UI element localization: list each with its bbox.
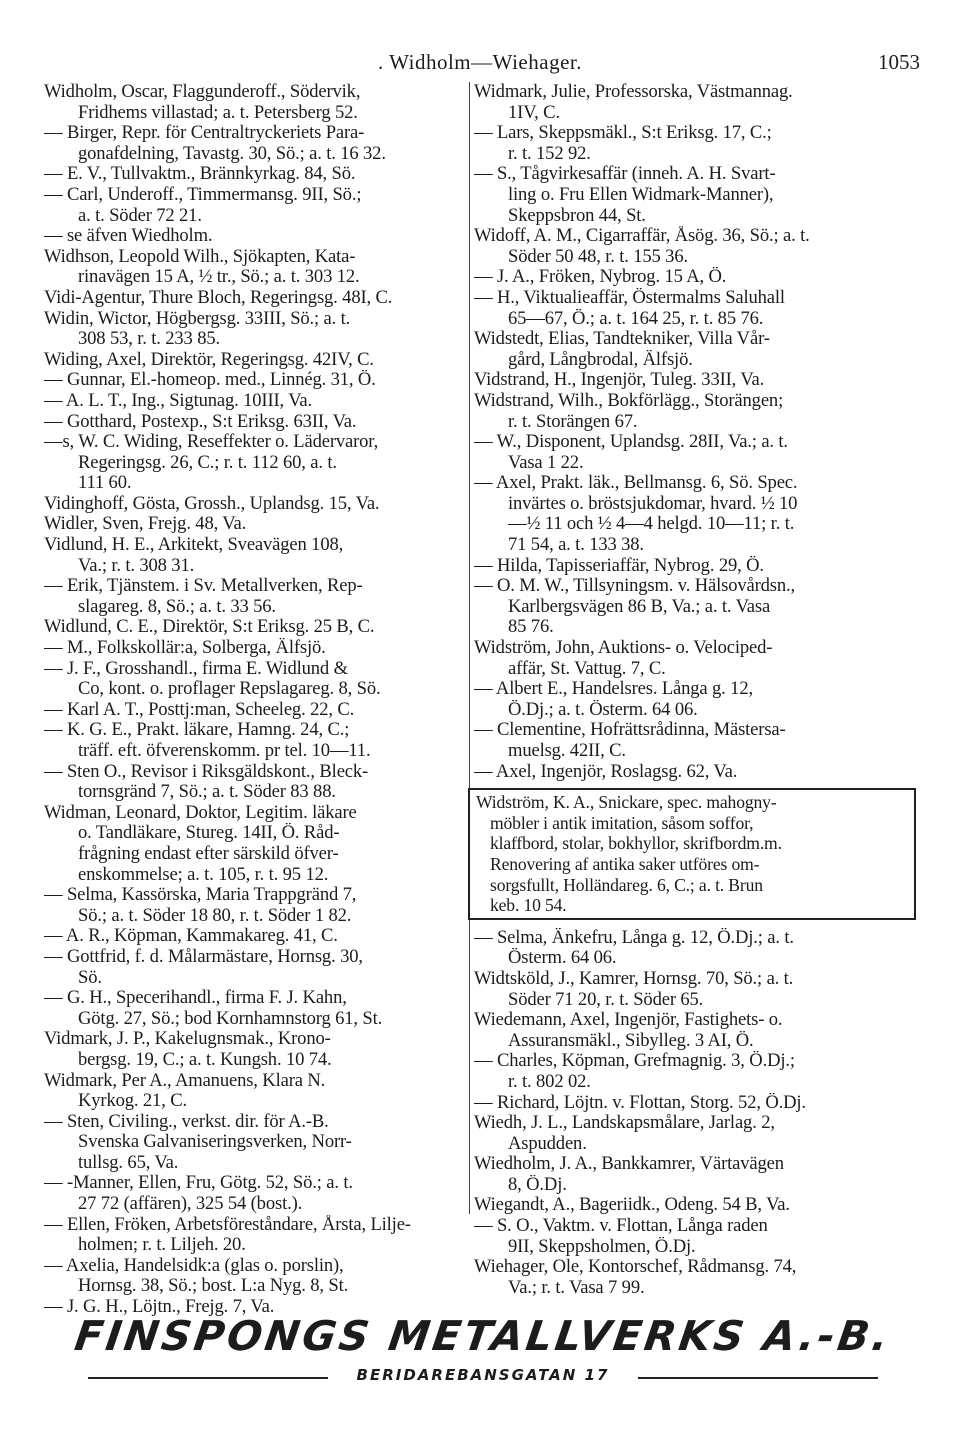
directory-entry-line: — A. L. T., Ing., Sigtunag. 10III, Va. xyxy=(44,390,313,411)
entry-continuation-line: Österm. 64 06. xyxy=(508,948,617,969)
directory-entry-line: — Selma, Kassörska, Maria Trappgränd 7, xyxy=(44,885,357,906)
directory-entry-line: Widstedt, Elias, Tandtekniker, Villa Vår- xyxy=(474,329,770,350)
directory-entry-line: — H., Viktualieaffär, Östermalms Saluhall xyxy=(474,287,785,308)
directory-entry-line: — Charles, Köpman, Grefmagnig. 3, Ö.Dj.; xyxy=(474,1051,795,1072)
entry-continuation-line: enskommelse; a. t. 105, r. t. 95 12. xyxy=(78,864,329,885)
entry-continuation-line: 27 72 (affären), 325 54 (bost.). xyxy=(78,1194,303,1215)
entry-continuation-line: o. Tandläkare, Stureg. 14II, Ö. Råd- xyxy=(78,823,340,844)
directory-entry-line: Vidmark, J. P., Kakelugnsmak., Krono- xyxy=(44,1029,331,1050)
directory-entry-line: — Gunnar, El.-homeop. med., Linnég. 31, Ö. xyxy=(44,370,376,391)
entry-continuation-line: Götg. 27, Sö.; bod Kornhamnstorg 61, St. xyxy=(78,1008,383,1029)
entry-continuation-line: tullsg. 65, Va. xyxy=(78,1152,179,1173)
directory-entry-line: — Gotthard, Postexp., S:t Eriksg. 63II, Va. xyxy=(44,411,357,432)
entry-continuation-line: 9II, Skeppsholmen, Ö.Dj. xyxy=(508,1236,696,1257)
directory-entry-line: Widström, John, Auktions- o. Velociped- xyxy=(474,638,773,659)
directory-entry-line: Vidinghoff, Gösta, Grossh., Uplandsg. 15, Va. xyxy=(44,493,380,514)
directory-entry-line: Vidi-Agentur, Thure Bloch, Regeringsg. 48I, C. xyxy=(44,287,393,308)
entry-continuation-line: Va.; r. t. Vasa 7 99. xyxy=(508,1277,645,1298)
entry-continuation-line: 8, Ö.Dj. xyxy=(508,1174,567,1195)
entry-continuation-line: Kyrkog. 21, C. xyxy=(78,1091,187,1112)
directory-entry-line: — O. M. W., Tillsyningsm. v. Hälsovårdsn., xyxy=(474,576,796,597)
directory-entry-line: — Hilda, Tapisseriaffär, Nybrog. 29, Ö. xyxy=(474,555,764,576)
entry-continuation-line: Hornsg. 38, Sö.; bost. L:a Nyg. 8, St. xyxy=(78,1276,349,1297)
entry-continuation-line: Co, kont. o. proflager Repslagareg. 8, Sö. xyxy=(78,679,381,700)
entry-continuation-line: träff. eft. öfverenskomm. pr tel. 10—11. xyxy=(78,741,371,761)
entry-continuation-line: Vasa 1 22. xyxy=(508,452,584,473)
directory-entry-line: — K. G. E., Prakt. läkare, Hamng. 24, C.; xyxy=(44,720,350,741)
directory-entry-line: — Gottfrid, f. d. Målarmästare, Hornsg. 30, xyxy=(44,946,363,967)
directory-entry-line: Widing, Axel, Direktör, Regeringsg. 42IV, C. xyxy=(44,349,374,370)
directory-entry-line: Wiegandt, A., Bageriidk., Odeng. 54 B, Va. xyxy=(474,1195,790,1216)
directory-entry-line: —s, W. C. Widing, Reseffekter o. Lädervaror, xyxy=(44,432,379,453)
advertisement-address: BERIDAREBANSGATAN 17 xyxy=(356,1366,610,1384)
advertisement-title: FINSPONGS METALLVERKS A.-B. xyxy=(71,1312,895,1360)
directory-entry-line: Wiedholm, J. A., Bankkamrer, Värtavägen xyxy=(474,1154,784,1175)
footer-advertisement xyxy=(58,1312,908,1392)
entry-continuation-line: 1IV, C. xyxy=(508,102,560,123)
entry-continuation-line: tornsgränd 7, Sö.; a. t. Söder 83 88. xyxy=(78,782,336,803)
directory-entry-line: — -Manner, Ellen, Fru, Götg. 52, Sö.; a. t. xyxy=(44,1173,353,1194)
directory-entry-line: — J. G. H., Löjtn., Frejg. 7, Va. xyxy=(44,1297,275,1318)
directory-entry-line: Wiedh, J. L., Landskapsmålare, Jarlag. 2, xyxy=(474,1113,775,1134)
directory-entry-line: — G. H., Specerihandl., firma F. J. Kahn, xyxy=(44,988,347,1009)
entry-continuation-line: holmen; r. t. Liljeh. 20. xyxy=(78,1235,246,1256)
directory-entry-line: — S. O., Vaktm. v. Flottan, Långa raden xyxy=(474,1216,768,1237)
directory-entry-line: — J. F., Grosshandl., firma E. Widlund & xyxy=(44,658,348,679)
directory-entry-line: — Clementine, Hofrättsrådinna, Mästersa- xyxy=(474,720,786,741)
directory-entry-line: Widhson, Leopold Wilh., Sjökapten, Kata- xyxy=(44,246,356,267)
entry-continuation-line: Söder 71 20, r. t. Söder 65. xyxy=(508,989,704,1010)
decorative-rule-right xyxy=(638,1377,878,1379)
directory-entry-line: Widlund, C. E., Direktör, S:t Eriksg. 25 B, C. xyxy=(44,617,375,638)
entry-continuation-line: a. t. Söder 72 21. xyxy=(78,205,202,226)
directory-entry-line: Widström, K. A., Snickare, spec. mahogny- xyxy=(476,792,777,813)
directory-entry-line: Widman, Leonard, Doktor, Legitim. läkare xyxy=(44,802,357,823)
entry-continuation-line: Svenska Galvaniseringsverken, Norr- xyxy=(78,1132,352,1153)
entry-continuation-line: gård, Långbrodal, Älfsjö. xyxy=(508,349,693,370)
entry-continuation-line: Skeppsbron 44, St. xyxy=(508,205,646,226)
column-divider xyxy=(469,82,470,1214)
directory-entry-line: Widstrand, Wilh., Bokförlägg., Storängen; xyxy=(474,390,784,411)
page-header xyxy=(40,50,920,80)
entry-continuation-line: r. t. 802 02. xyxy=(508,1071,591,1092)
entry-continuation-line: Sö.; a. t. Söder 18 80, r. t. Söder 1 82. xyxy=(78,905,352,926)
directory-entry-line: Widler, Sven, Frejg. 48, Va. xyxy=(44,514,247,535)
directory-entry-line: — Karl A. T., Posttj:man, Scheeleg. 22, C. xyxy=(44,699,355,720)
entry-continuation-line: slagareg. 8, Sö.; a. t. 33 56. xyxy=(78,596,276,617)
entry-continuation-line: frågning endast efter särskild öfver- xyxy=(78,843,339,864)
page-number: 1053 xyxy=(878,50,920,74)
entry-continuation-line: gonafdelning, Tavastg. 30, Sö.; a. t. 16 32. xyxy=(78,143,386,164)
entry-continuation-line: rinavägen 15 A, ½ tr., Sö.; a. t. 303 12. xyxy=(78,267,360,288)
entry-continuation-line: Assuransmäkl., Sibylleg. 3 AI, Ö. xyxy=(508,1030,754,1051)
entry-continuation-line: Regeringsg. 26, C.; r. t. 112 60, a. t. xyxy=(78,452,337,473)
directory-entry-line: — Selma, Änkefru, Långa g. 12, Ö.Dj.; a. t. xyxy=(474,927,794,948)
right-column-entries-bottom xyxy=(474,928,916,1299)
boxed-advertisement-entry xyxy=(468,788,916,920)
entry-continuation-line: klaffbord, stolar, bokhyllor, skrifbordm.m. xyxy=(490,833,782,854)
directory-entry-line: — Axel, Ingenjör, Roslagsg. 62, Va. xyxy=(474,761,738,782)
directory-entry-line: Vidstrand, H., Ingenjör, Tuleg. 33II, Va. xyxy=(474,370,765,391)
directory-entry-line: — E. V., Tullvaktm., Brännkyrkag. 84, Sö. xyxy=(44,164,356,185)
directory-entry-line: Widtsköld, J., Kamrer, Hornsg. 70, Sö.; a. t. xyxy=(474,968,794,989)
entry-continuation-line: 111 60. xyxy=(78,473,132,494)
entry-continuation-line: muelsg. 42II, C. xyxy=(508,741,626,761)
directory-entry-line: — Erik, Tjänstem. i Sv. Metallverken, Rep- xyxy=(44,576,363,597)
entry-continuation-line: r. t. Storängen 67. xyxy=(508,411,638,432)
entry-continuation-line: 308 53, r. t. 233 85. xyxy=(78,329,220,350)
left-column xyxy=(44,82,466,1318)
entry-continuation-line: r. t. 152 92. xyxy=(508,143,591,164)
right-column-entries-top xyxy=(474,82,916,782)
directory-entry-line: — Sten, Civiling., verkst. dir. för A.-B. xyxy=(44,1111,329,1132)
directory-entry-line: — se äfven Wiedholm. xyxy=(44,226,213,247)
entry-continuation-line: Karlbergsvägen 86 B, Va.; a. t. Vasa xyxy=(508,596,771,617)
entry-continuation-line: invärtes o. bröstsjukdomar, hvard. ½ 10 xyxy=(508,493,798,514)
directory-entry-line: — Carl, Underoff., Timmermansg. 9II, Sö.; xyxy=(44,184,362,205)
directory-entry-line: — Sten O., Revisor i Riksgäldskont., Bleck- xyxy=(44,761,369,782)
entry-continuation-line: 65—67, Ö.; a. t. 164 25, r. t. 85 76. xyxy=(508,308,764,329)
entry-continuation-line: keb. 10 54. xyxy=(490,895,567,916)
advertisement-address-row xyxy=(58,1366,908,1392)
directory-entry-line: Wiedemann, Axel, Ingenjör, Fastighets- o. xyxy=(474,1010,783,1031)
entry-continuation-line: Va.; r. t. 308 31. xyxy=(78,555,195,576)
directory-entry-line: — S., Tågvirkesaffär (inneh. A. H. Svart- xyxy=(474,164,776,185)
directory-entry-line: — Richard, Löjtn. v. Flottan, Storg. 52, Ö.Dj. xyxy=(474,1092,806,1113)
directory-entry-line: — Albert E., Handelsres. Långa g. 12, xyxy=(474,679,753,700)
entry-continuation-line: Ö.Dj.; a. t. Österm. 64 06. xyxy=(508,699,698,720)
directory-entry-line: — Birger, Repr. för Centraltryckeriets Para- xyxy=(44,123,365,144)
entry-continuation-line: Renovering af antika saker utföres om- xyxy=(490,853,760,874)
directory-entry-line: — M., Folkskollär:a, Solberga, Älfsjö. xyxy=(44,638,326,659)
directory-entry-line: Widmark, Julie, Professorska, Västmannag. xyxy=(474,82,793,102)
entry-continuation-line: —½ 11 och ½ 4—4 helgd. 10—11; r. t. xyxy=(508,514,795,535)
entry-continuation-line: 71 54, a. t. 133 38. xyxy=(508,535,644,556)
directory-entry-line: — Ellen, Fröken, Arbetsföreståndare, Årsta, Lilje- xyxy=(44,1214,411,1235)
entry-continuation-line: möbler i antik imitation, såsom soffor, xyxy=(490,812,754,833)
entry-continuation-line: Aspudden. xyxy=(508,1133,587,1154)
directory-entry-line: Widin, Wictor, Högbergsg. 33III, Sö.; a. t. xyxy=(44,308,351,329)
directory-entry-line: — A. R., Köpman, Kammakareg. 41, C. xyxy=(44,926,338,947)
directory-entry-line: — J. A., Fröken, Nybrog. 15 A, Ö. xyxy=(474,267,727,288)
directory-entry-line: Widoff, A. M., Cigarraffär, Åsög. 36, Sö.; a. t. xyxy=(474,226,810,247)
directory-entry-line: — W., Disponent, Uplandsg. 28II, Va.; a. t. xyxy=(474,432,788,453)
entry-continuation-line: bergsg. 19, C.; a. t. Kungsh. 10 74. xyxy=(78,1049,332,1070)
entry-continuation-line: Söder 50 48, r. t. 155 36. xyxy=(508,246,688,267)
right-column xyxy=(474,82,916,1298)
directory-entry-line: Wiehager, Ole, Kontorschef, Rådmansg. 74, xyxy=(474,1257,797,1278)
directory-entry-line: — Lars, Skeppsmäkl., S:t Eriksg. 17, C.; xyxy=(474,123,772,144)
directory-entry-line: — Axelia, Handelsidk:a (glas o. porslin), xyxy=(44,1255,344,1276)
entry-continuation-line: 85 76. xyxy=(508,617,554,638)
running-head: . Widholm—Wiehager. xyxy=(378,50,582,74)
decorative-rule-left xyxy=(88,1377,328,1379)
entry-continuation-line: Fridhems villastad; a. t. Petersberg 52. xyxy=(78,102,358,123)
directory-entry-line: Widmark, Per A., Amanuens, Klara N. xyxy=(44,1070,326,1091)
directory-entry-line: Widholm, Oscar, Flaggunderoff., Södervik, xyxy=(44,82,361,102)
entry-continuation-line: Sö. xyxy=(78,967,102,988)
entry-continuation-line: sorgsfullt, Holländareg. 6, C.; a. t. Brun xyxy=(490,874,763,895)
directory-entry-line: Vidlund, H. E., Arkitekt, Sveavägen 108, xyxy=(44,535,344,556)
entry-continuation-line: ling o. Fru Ellen Widmark-Manner), xyxy=(508,184,774,205)
entry-continuation-line: affär, St. Vattug. 7, C. xyxy=(508,658,666,679)
directory-entry-line: — Axel, Prakt. läk., Bellmansg. 6, Sö. Spec. xyxy=(474,473,798,494)
